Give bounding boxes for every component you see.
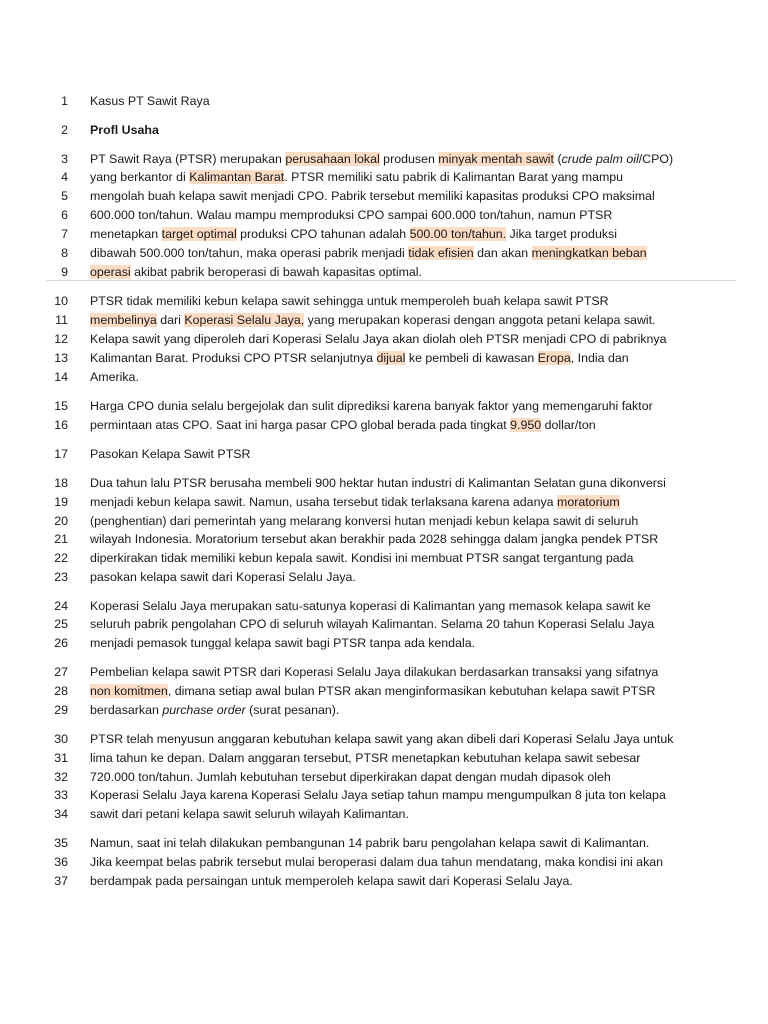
line-number: 1 bbox=[61, 94, 68, 108]
line-number: 37 bbox=[54, 874, 68, 888]
highlighted-text: perusahaan lokal bbox=[285, 152, 380, 166]
line-text bbox=[90, 121, 159, 140]
line-text bbox=[90, 530, 658, 549]
text-segment: /CPO) bbox=[638, 152, 674, 166]
text-segment: Namun, saat ini telah dilakukan pembangunan 14 pabrik baru pengolahan kelapa sawit di Kalimantan. bbox=[90, 836, 650, 850]
text-segment: Kasus PT Sawit Raya bbox=[90, 94, 210, 108]
line-number: 10 bbox=[54, 294, 68, 308]
text-segment: menetapkan bbox=[90, 227, 162, 241]
line-number: 27 bbox=[54, 665, 68, 679]
text-line bbox=[0, 615, 768, 634]
line-text bbox=[90, 397, 653, 416]
text-line bbox=[0, 493, 768, 512]
highlighted-text: 500.00 ton/tahun. bbox=[409, 227, 507, 241]
highlighted-text: dijual bbox=[376, 351, 406, 365]
text-line bbox=[0, 786, 768, 805]
line-number: 23 bbox=[54, 570, 68, 584]
line-number: 25 bbox=[54, 617, 68, 631]
line-number: 28 bbox=[54, 684, 68, 698]
line-text bbox=[90, 474, 666, 493]
highlighted-text: meningkatkan beban bbox=[531, 246, 647, 260]
line-number: 17 bbox=[54, 447, 68, 461]
text-segment: purchase order bbox=[162, 703, 246, 717]
highlighted-text: Koperasi Selalu Jaya, bbox=[184, 313, 305, 327]
line-text bbox=[90, 597, 651, 616]
line-number: 31 bbox=[54, 751, 68, 765]
text-segment: dibawah 500.000 ton/tahun, maka operasi pabrik menjadi bbox=[90, 246, 409, 260]
text-segment: berdasarkan bbox=[90, 703, 163, 717]
line-number: 30 bbox=[54, 732, 68, 746]
line-text bbox=[90, 805, 409, 824]
text-line bbox=[0, 397, 768, 416]
text-line bbox=[0, 416, 768, 435]
text-line bbox=[0, 244, 768, 263]
line-text bbox=[90, 634, 475, 653]
text-segment: permintaan atas CPO. Saat ini harga pasar CPO global berada pada tingkat bbox=[90, 418, 511, 432]
text-segment: Pasokan Kelapa Sawit PTSR bbox=[90, 447, 251, 461]
line-text bbox=[90, 150, 673, 169]
text-segment: (surat pesanan). bbox=[245, 703, 340, 717]
text-segment: akibat pabrik beroperasi di bawah kapasitas optimal. bbox=[130, 265, 422, 279]
text-segment: . PTSR memiliki satu pabrik di Kalimantan Barat yang mampu bbox=[284, 170, 624, 184]
text-segment: , dimana setiap awal bulan PTSR akan menginformasikan kebutuhan kelapa sawit PTSR bbox=[167, 684, 656, 698]
text-line bbox=[0, 872, 768, 891]
highlighted-text: 9.950 bbox=[510, 418, 542, 432]
text-line bbox=[0, 701, 768, 720]
text-line bbox=[0, 263, 768, 282]
line-text bbox=[90, 416, 596, 435]
line-text bbox=[90, 786, 666, 805]
line-number: 19 bbox=[54, 495, 68, 509]
highlighted-text: operasi bbox=[90, 265, 131, 279]
line-text bbox=[90, 768, 611, 787]
text-segment: dollar/ton bbox=[541, 418, 596, 432]
line-text bbox=[90, 493, 620, 512]
text-line bbox=[0, 474, 768, 493]
line-text bbox=[90, 549, 633, 568]
line-number: 34 bbox=[54, 807, 68, 821]
line-number: 14 bbox=[54, 370, 68, 384]
text-segment: mengolah buah kelapa sawit menjadi CPO. Pabrik tersebut memiliki kapasitas produksi CPO maksimal bbox=[90, 189, 655, 203]
line-text bbox=[90, 92, 210, 111]
text-segment: Jika target produksi bbox=[506, 227, 617, 241]
text-segment: PTSR tidak memiliki kebun kelapa sawit sehingga untuk memperoleh buah kelapa sawit PTSR bbox=[90, 294, 609, 308]
line-text bbox=[90, 701, 339, 720]
highlighted-text: tidak efisien bbox=[408, 246, 474, 260]
line-text bbox=[90, 349, 629, 368]
text-segment: 720.000 ton/tahun. Jumlah kebutuhan tersebut diperkirakan dapat dengan mudah dipasok oleh bbox=[90, 770, 611, 784]
text-segment: wilayah Indonesia. Moratorium tersebut akan berakhir pada 2028 sehingga dalam jangka pendek PTSR bbox=[90, 532, 659, 546]
text-segment: Dua tahun lalu PTSR berusaha membeli 900 hektar hutan industri di Kalimantan Selatan guna dikonversi bbox=[90, 476, 666, 490]
line-text bbox=[90, 730, 673, 749]
line-number: 7 bbox=[61, 227, 68, 241]
text-line bbox=[0, 768, 768, 787]
text-line bbox=[0, 530, 768, 549]
line-number: 20 bbox=[54, 514, 68, 528]
text-segment: dari bbox=[156, 313, 185, 327]
text-segment: Jika keempat belas pabrik tersebut mulai beroperasi dalam dua tahun mendatang, maka kondisi ini akan bbox=[90, 855, 664, 869]
text-line bbox=[0, 292, 768, 311]
text-line bbox=[0, 805, 768, 824]
text-line bbox=[0, 634, 768, 653]
text-segment: sawit dari petani kelapa sawit seluruh wilayah Kalimantan. bbox=[90, 807, 409, 821]
line-text bbox=[90, 568, 356, 587]
text-line bbox=[0, 349, 768, 368]
line-text bbox=[90, 368, 139, 387]
highlighted-text: non komitmen bbox=[90, 684, 168, 698]
text-segment: Koperasi Selalu Jaya merupakan satu-satunya koperasi di Kalimantan yang memasok kelapa sawit ke bbox=[90, 599, 651, 613]
text-segment: produksi CPO tahunan adalah bbox=[236, 227, 410, 241]
text-segment: yang merupakan koperasi dengan anggota petani kelapa sawit. bbox=[304, 313, 656, 327]
text-segment: pasokan kelapa sawit dari Koperasi Selalu Jaya. bbox=[90, 570, 356, 584]
text-segment: produsen bbox=[379, 152, 439, 166]
text-segment: (penghentian) dari pemerintah yang melarang konversi hutan menjadi kebun kelapa sawit di seluruh bbox=[90, 514, 639, 528]
highlighted-text: membelinya bbox=[90, 313, 157, 327]
line-number: 8 bbox=[61, 246, 68, 260]
highlighted-text: Eropa bbox=[537, 351, 571, 365]
text-line bbox=[0, 853, 768, 872]
text-segment: Profl Usaha bbox=[90, 123, 159, 137]
line-text bbox=[90, 615, 654, 634]
text-segment: Harga CPO dunia selalu bergejolak dan sulit diprediksi karena banyak faktor yang memengaruhi faktor bbox=[90, 399, 653, 413]
text-segment: diperkirakan tidak memiliki kebun kepala sawit. Kondisi ini membuat PTSR sangat tergantung pada bbox=[90, 551, 634, 565]
text-segment: dan akan bbox=[473, 246, 532, 260]
text-line bbox=[0, 730, 768, 749]
text-segment: Amerika. bbox=[90, 370, 139, 384]
text-line bbox=[0, 225, 768, 244]
text-segment: berdampak pada persaingan untuk memperoleh kelapa sawit dari Koperasi Selalu Jaya. bbox=[90, 874, 573, 888]
text-segment: PTSR telah menyusun anggaran kebutuhan kelapa sawit yang akan dibeli dari Koperasi Selalu Jaya untuk bbox=[90, 732, 674, 746]
text-line bbox=[0, 187, 768, 206]
text-segment: lima tahun ke depan. Dalam anggaran tersebut, PTSR menetapkan kebutuhan kelapa sawit sebesar bbox=[90, 751, 641, 765]
text-line bbox=[0, 121, 768, 140]
line-number: 9 bbox=[61, 265, 68, 279]
text-line bbox=[0, 834, 768, 853]
text-segment: menjadi pemasok tunggal kelapa sawit bagi PTSR tanpa ada kendala. bbox=[90, 636, 476, 650]
line-text bbox=[90, 311, 656, 330]
text-line bbox=[0, 92, 768, 111]
text-line bbox=[0, 445, 768, 464]
text-segment: seluruh pabrik pengolahan CPO di seluruh wilayah Kalimantan. Selama 20 tahun Koperasi Selalu Jaya bbox=[90, 617, 655, 631]
text-line bbox=[0, 682, 768, 701]
line-text bbox=[90, 749, 640, 768]
line-number: 18 bbox=[54, 476, 68, 490]
line-number: 29 bbox=[54, 703, 68, 717]
line-text bbox=[90, 834, 649, 853]
text-segment: crude palm oil bbox=[561, 152, 639, 166]
line-underline bbox=[46, 280, 736, 281]
line-text bbox=[90, 292, 609, 311]
line-text bbox=[90, 853, 663, 872]
text-segment: yang berkantor di bbox=[90, 170, 190, 184]
text-segment: 600.000 ton/tahun. Walau mampu memproduksi CPO sampai 600.000 ton/tahun, namun PTSR bbox=[90, 208, 613, 222]
text-segment: PT Sawit Raya (PTSR) merupakan bbox=[90, 152, 286, 166]
line-number: 4 bbox=[61, 170, 68, 184]
line-text bbox=[90, 168, 623, 187]
text-line bbox=[0, 663, 768, 682]
text-line bbox=[0, 749, 768, 768]
text-segment: ( bbox=[554, 152, 562, 166]
text-segment: Pembelian kelapa sawit PTSR dari Koperasi Selalu Jaya dilakukan berdasarkan transaksi yang sifatnya bbox=[90, 665, 659, 679]
highlighted-text: Kalimantan Barat bbox=[189, 170, 285, 184]
text-segment: Kelapa sawit yang diperoleh dari Koperasi Selalu Jaya akan diolah oleh PTSR menjadi CPO di pabriknya bbox=[90, 332, 667, 346]
text-segment: , India dan bbox=[570, 351, 629, 365]
line-number: 2 bbox=[61, 123, 68, 137]
line-number: 35 bbox=[54, 836, 68, 850]
text-line bbox=[0, 150, 768, 169]
line-text bbox=[90, 663, 658, 682]
line-number: 33 bbox=[54, 788, 68, 802]
line-text bbox=[90, 330, 667, 349]
highlighted-text: minyak mentah sawit bbox=[438, 152, 554, 166]
highlighted-text: target optimal bbox=[161, 227, 237, 241]
line-text bbox=[90, 512, 638, 531]
line-number: 22 bbox=[54, 551, 68, 565]
text-segment: Kalimantan Barat. Produksi CPO PTSR selanjutnya bbox=[90, 351, 377, 365]
line-number: 3 bbox=[61, 152, 68, 166]
line-number: 36 bbox=[54, 855, 68, 869]
line-number: 6 bbox=[61, 208, 68, 222]
line-number: 16 bbox=[54, 418, 68, 432]
text-line bbox=[0, 206, 768, 225]
line-text bbox=[90, 206, 612, 225]
line-number: 26 bbox=[54, 636, 68, 650]
line-number: 32 bbox=[54, 770, 68, 784]
line-number: 24 bbox=[54, 599, 68, 613]
line-number: 21 bbox=[54, 532, 68, 546]
line-text bbox=[90, 225, 617, 244]
line-text bbox=[90, 244, 647, 263]
text-line bbox=[0, 330, 768, 349]
text-segment: ke pembeli di kawasan bbox=[405, 351, 538, 365]
line-text bbox=[90, 872, 573, 891]
text-line bbox=[0, 512, 768, 531]
text-line bbox=[0, 549, 768, 568]
text-line bbox=[0, 568, 768, 587]
line-text bbox=[90, 187, 655, 206]
line-number: 15 bbox=[54, 399, 68, 413]
line-text bbox=[90, 682, 655, 701]
text-line bbox=[0, 311, 768, 330]
line-number: 11 bbox=[55, 313, 68, 327]
text-segment: Koperasi Selalu Jaya karena Koperasi Selalu Jaya setiap tahun mampu mengumpulkan 8 juta ton kelapa bbox=[90, 788, 666, 802]
text-line bbox=[0, 597, 768, 616]
line-number: 5 bbox=[61, 189, 68, 203]
highlighted-text: moratorium bbox=[557, 495, 620, 509]
line-number: 13 bbox=[54, 351, 68, 365]
text-segment: menjadi kebun kelapa sawit. Namun, usaha tersebut tidak terlaksana karena adanya bbox=[90, 495, 557, 509]
line-text bbox=[90, 445, 250, 464]
text-line bbox=[0, 368, 768, 387]
line-number: 12 bbox=[54, 332, 68, 346]
text-line bbox=[0, 168, 768, 187]
